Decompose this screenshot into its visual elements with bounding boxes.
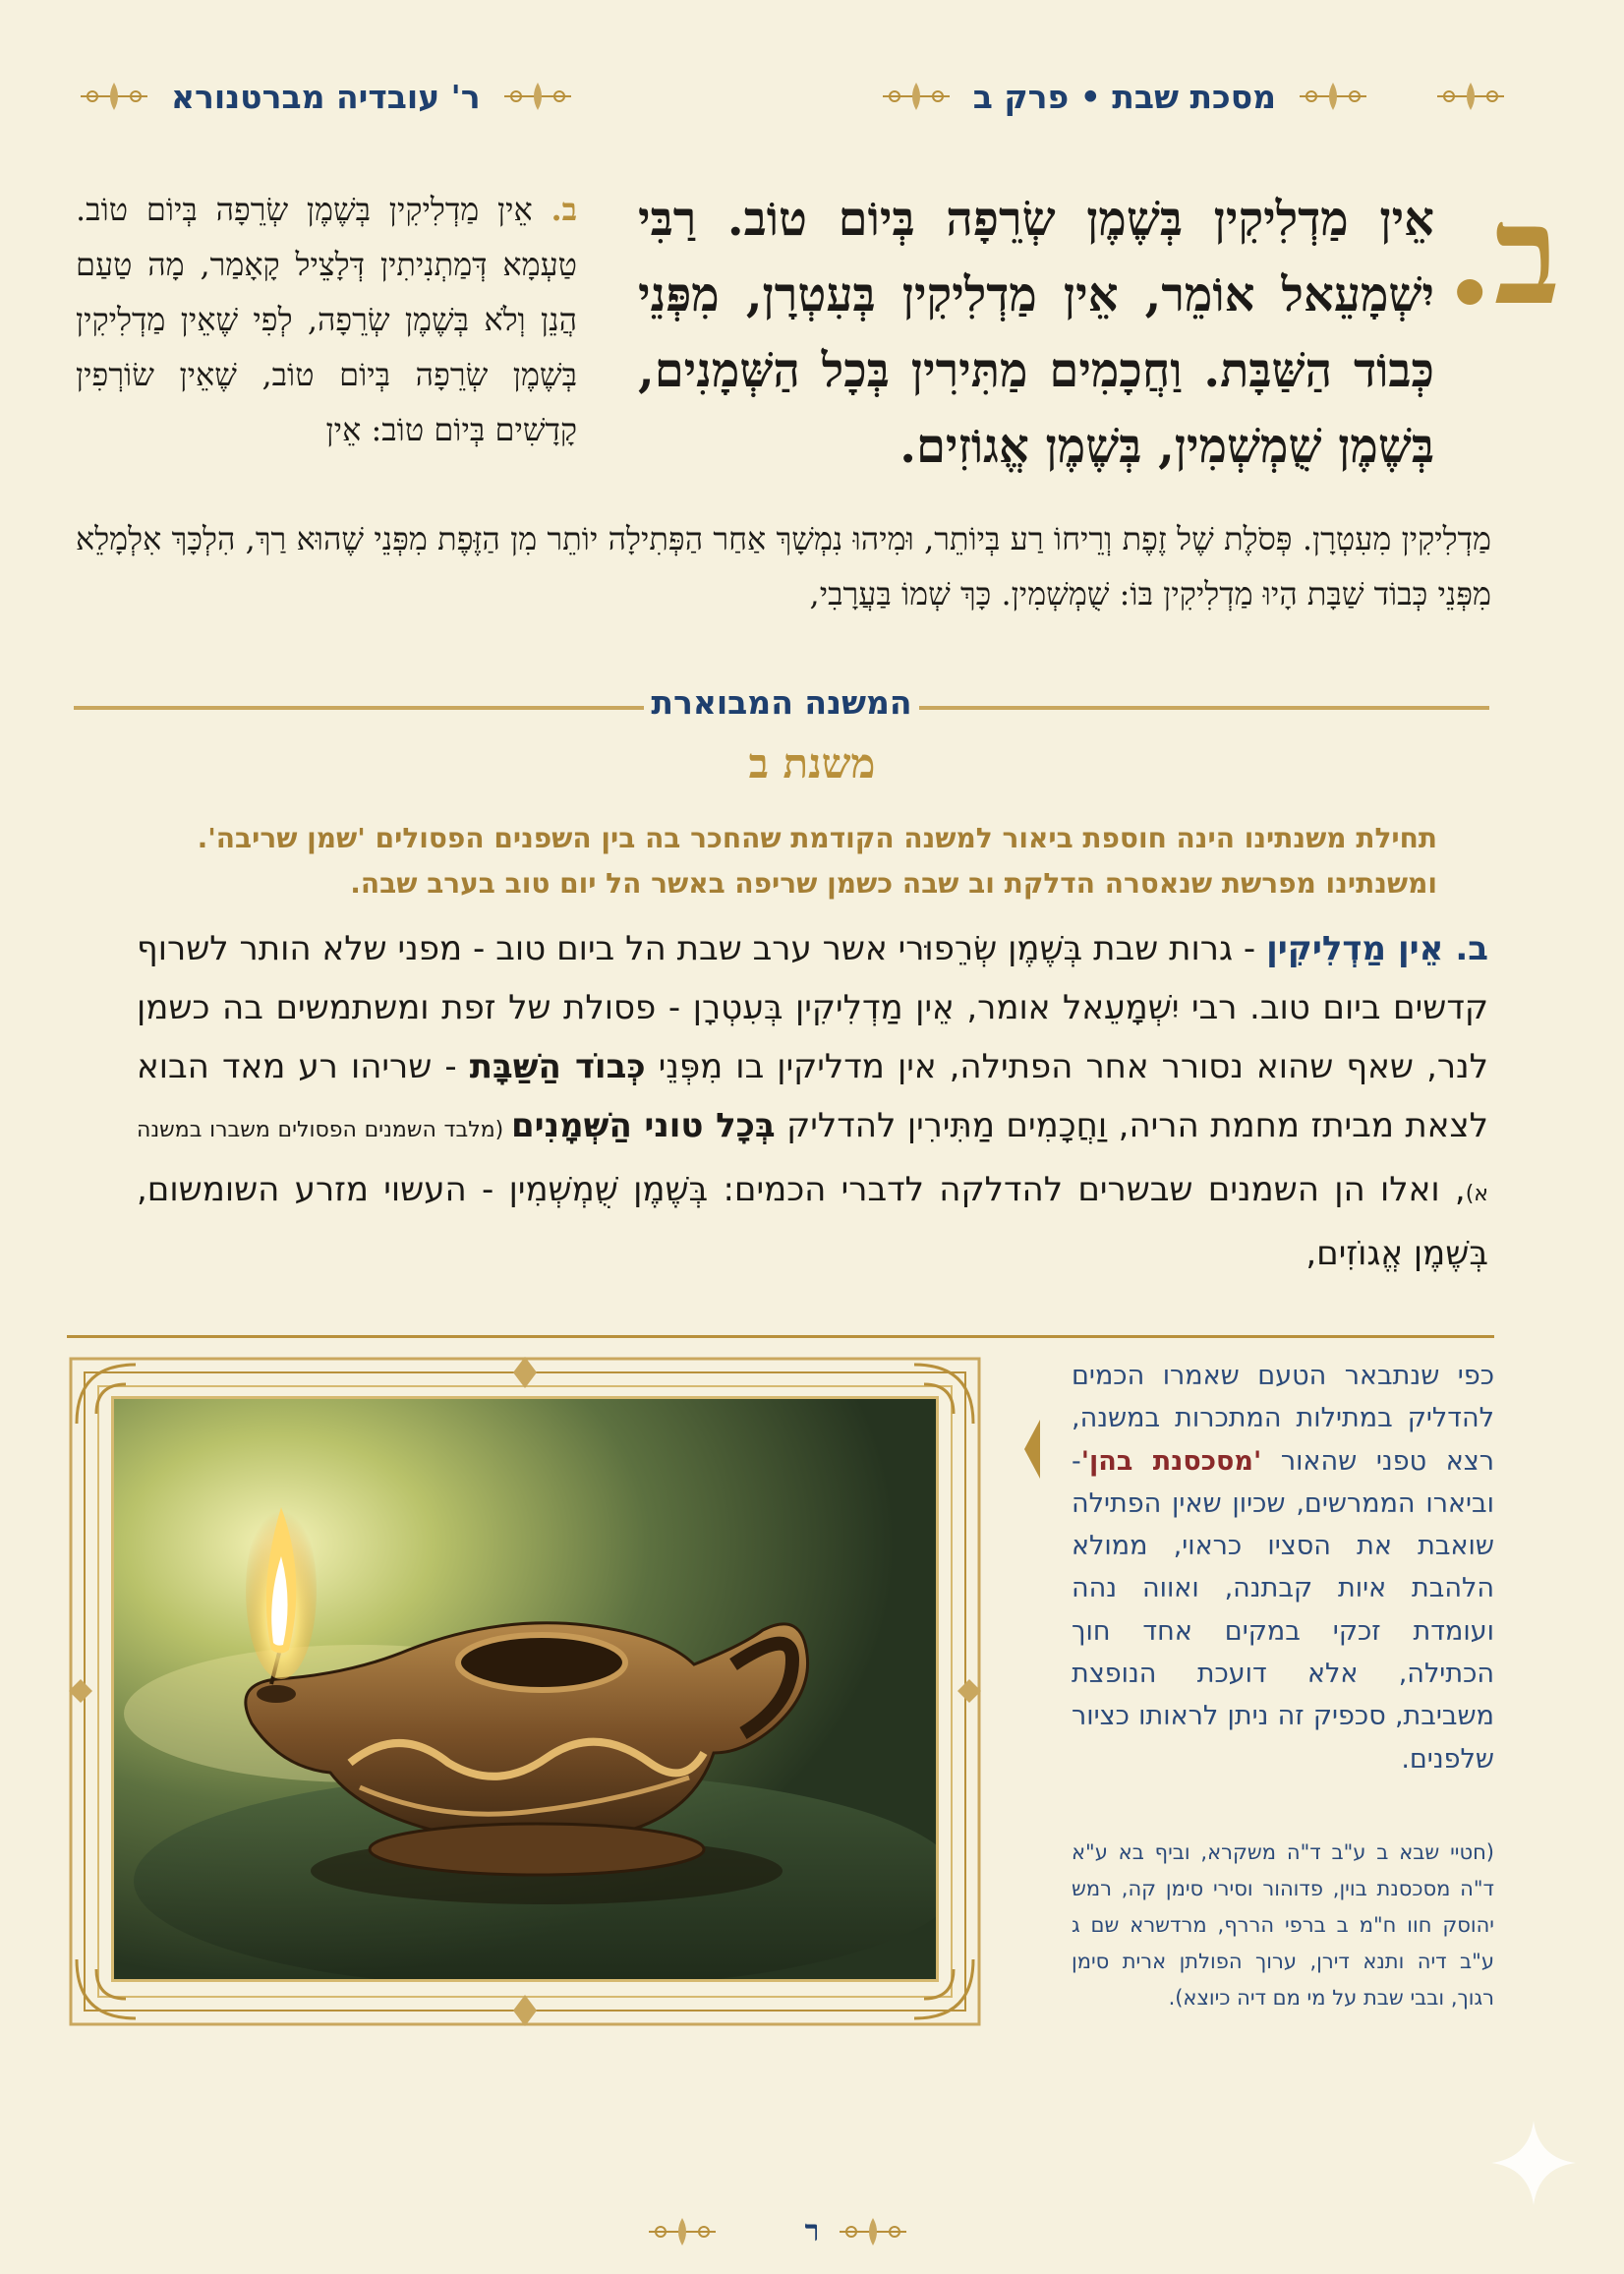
mishna-number: משנת ב — [748, 739, 876, 787]
running-header-left — [79, 57, 573, 136]
intro-line-2: ומשנתינו מפרשת שנאסרה הדלקת וב שבה כשמן שריפה באשר הל יום טוב בערב שבה. — [350, 867, 1437, 900]
flourish-ornament-icon — [79, 79, 149, 114]
sidebar-sources: (חטיי שבא ב ע"ב ד"ה משקרא, וביף בא ע"א ד"ה מסכסנת בוין, פדוהור וסירי סימן קה, רמש יהוסק חוו ח"מ ב ברפי הררף, מרדשרא שם ג ע"ב דיה ותנא דירן, ערוך הפולתן ארית סימן רגוך, ובבי שבת על מי מם דיה כיוצא). — [1072, 1840, 1494, 2010]
illustration-frame — [67, 1355, 983, 2028]
bartenura-column — [76, 182, 577, 457]
flourish-ornament-icon — [1435, 79, 1506, 114]
explanation-label: ב. אֵין מַדְלִיקִין — [1266, 929, 1488, 968]
sidebar-emphasis: 'מסכסנת בהן' — [1080, 1445, 1262, 1477]
explanation-note: (מלבד השמנים הפסולים משברו במשנה א) — [137, 1118, 1488, 1206]
explanation-part-2: - שריהו רע מאד הבוא לצאת מביתז מחמת הריה, וַחֲכָמִים מַתִּירִין להדליק — [137, 1047, 1488, 1145]
bartenura-column-text: אֵין מַדְלִיקִין בְּשֶׁמֶן שְׂרֵפָה בְּיוֹם טוֹב. טַעְמָא דְּמַתְנִיתִין דְּלָצֵיל קָאָמַר, מָה טַעַם הֲנֵן וְלֹא בְּשֶׁמֶן שְׂרֵפָה, לְפִי שֶׁאֵין מַדְלִיקִין בְּשֶׁמֶן שְׂרֵפָה בְּיוֹם טוֹב, שֶׁאֵין שׂוֹרְפִין קָדָשִׁים בְּיוֹם טוֹב: אֵין — [76, 191, 577, 448]
section-divider — [74, 678, 1489, 737]
flourish-ornament-icon — [502, 79, 573, 114]
explanation-part-1: - גרות שבת בְּשֶׁמֶן שְׂרֵפוּרי אשר ערב שבת הל ביום טוב - מפני שלא הותר לשרוף קדשים ביום טוב. רבי יִשְׁמָעֵאל אומר, אֵין מַדְלִיקִין בְּעִטְרָן - פסולת של זפת ומשתמשים בה כשמן לנר, שאף שהוא נסורר אחר הפתילה, אין מדליקין בו מִפְּנֵי — [137, 929, 1488, 1086]
header-tractate-title: מסכת שבת • פרק ב — [972, 77, 1276, 116]
oil-lamp-icon — [114, 1399, 936, 1979]
bartenura-full-width: מַדְלִיקִין מִעִטְרָן. פְּסֹלֶת שֶׁל זֶפֶת וְרֵיחוֹ רַע בְּיוֹתֵר, וּמִיהוּ נִמְשָׁךְ אַחַר הַפְּתִילָה יוֹתֵר מִן הַזֶּפֶת מִפְּנֵי שֶׁהוּא רַךְ, הִלְכָּךְ אִלְמָלֵא מִפְּנֵי כְּבוֹד שַׁבָּת הָיוּ מַדְלִיקִין בּוֹ: שֻׁמְשְׁמִין. כָּךְ שְׁמוֹ בַּעֲרָבִי, — [76, 520, 1492, 612]
sparkle-icon — [1489, 2119, 1578, 2207]
sidebar-text-1: כפי שנתבאר הטעם שאמרו הכמים להדליק במתילות המתכרות במשנה, רצא טפני שהאור — [1072, 1361, 1494, 1477]
page-number: ר — [804, 2214, 820, 2248]
sidebar-text-2: - וביארו הממרשים, שכיון שאין הפתילה שואבת את הסציו כראוי, ממולא הלהבת איות קבתנה, ואווה נהה ועומדת זכקי במקים אחד חוך הכתילה, אלא דועכת הנופצת משביבת, סכפיק זה ניתן לראותו כציור שלפנים. — [1072, 1445, 1494, 1775]
triangle-pointer-icon — [1022, 1418, 1042, 1481]
separator-line — [67, 1335, 1494, 1338]
intro-text — [179, 816, 1437, 906]
explanation-bold-2: בְּכָל טוני הַשְּׁמָנִים — [510, 1106, 776, 1145]
flourish-ornament-icon — [881, 79, 952, 114]
mishna-text: אֵין מַדְלִיקִין בְּשֶׁמֶן שְׂרֵפָה בְּיוֹם טוֹב. רַבִּי יִשְׁמָעֵאל אוֹמֵר, אֵין מַדְלִיקִין בְּעִטְרָן, מִפְּנֵי כְּבוֹד הַשַּׁבָּת. וַחֲכָמִים מַתִּירִין בְּכָל הַשְּׁמָנִים, בְּשֶׁמֶן שֻׁמְשְׁמִין, בְּשֶׁמֶן אֱגוֹזִים. — [638, 192, 1434, 474]
section-title: המשנה המבוארת — [651, 683, 912, 722]
explanation-bold-1: כְּבוֹד הַשַּׁבָּת — [469, 1047, 646, 1086]
running-header-right — [881, 57, 1368, 136]
oil-lamp-illustration — [114, 1399, 936, 1979]
flourish-ornament-icon — [838, 2214, 908, 2249]
header-commentator-title: ר' עובדיה מברטנורא — [171, 77, 481, 116]
page-footer — [0, 2214, 1624, 2263]
explanation-part-3: , ואלו הן השמנים שבשרים להדלקה לדברי הכמים: בְּשֶׁמֶן שֻׁמְשְׁמִין - העשוי מזרע השומשום, בְּשֶׁמֶן אֱגוֹזִים, — [137, 1170, 1488, 1273]
explanation-text — [137, 919, 1488, 1283]
mishna-block — [638, 175, 1560, 482]
bartenura-label: ב. — [551, 191, 578, 228]
sidebar-note — [1072, 1355, 1494, 1780]
mishna-letter: ב. — [1445, 175, 1560, 336]
intro-line-1: תחילת משנתינו הינה חוספת ביאור למשנה הקודמת שהחכר בה בין השפנים הפסולים 'שמן שריבה'. — [197, 822, 1437, 854]
flourish-ornament-icon — [1298, 79, 1368, 114]
